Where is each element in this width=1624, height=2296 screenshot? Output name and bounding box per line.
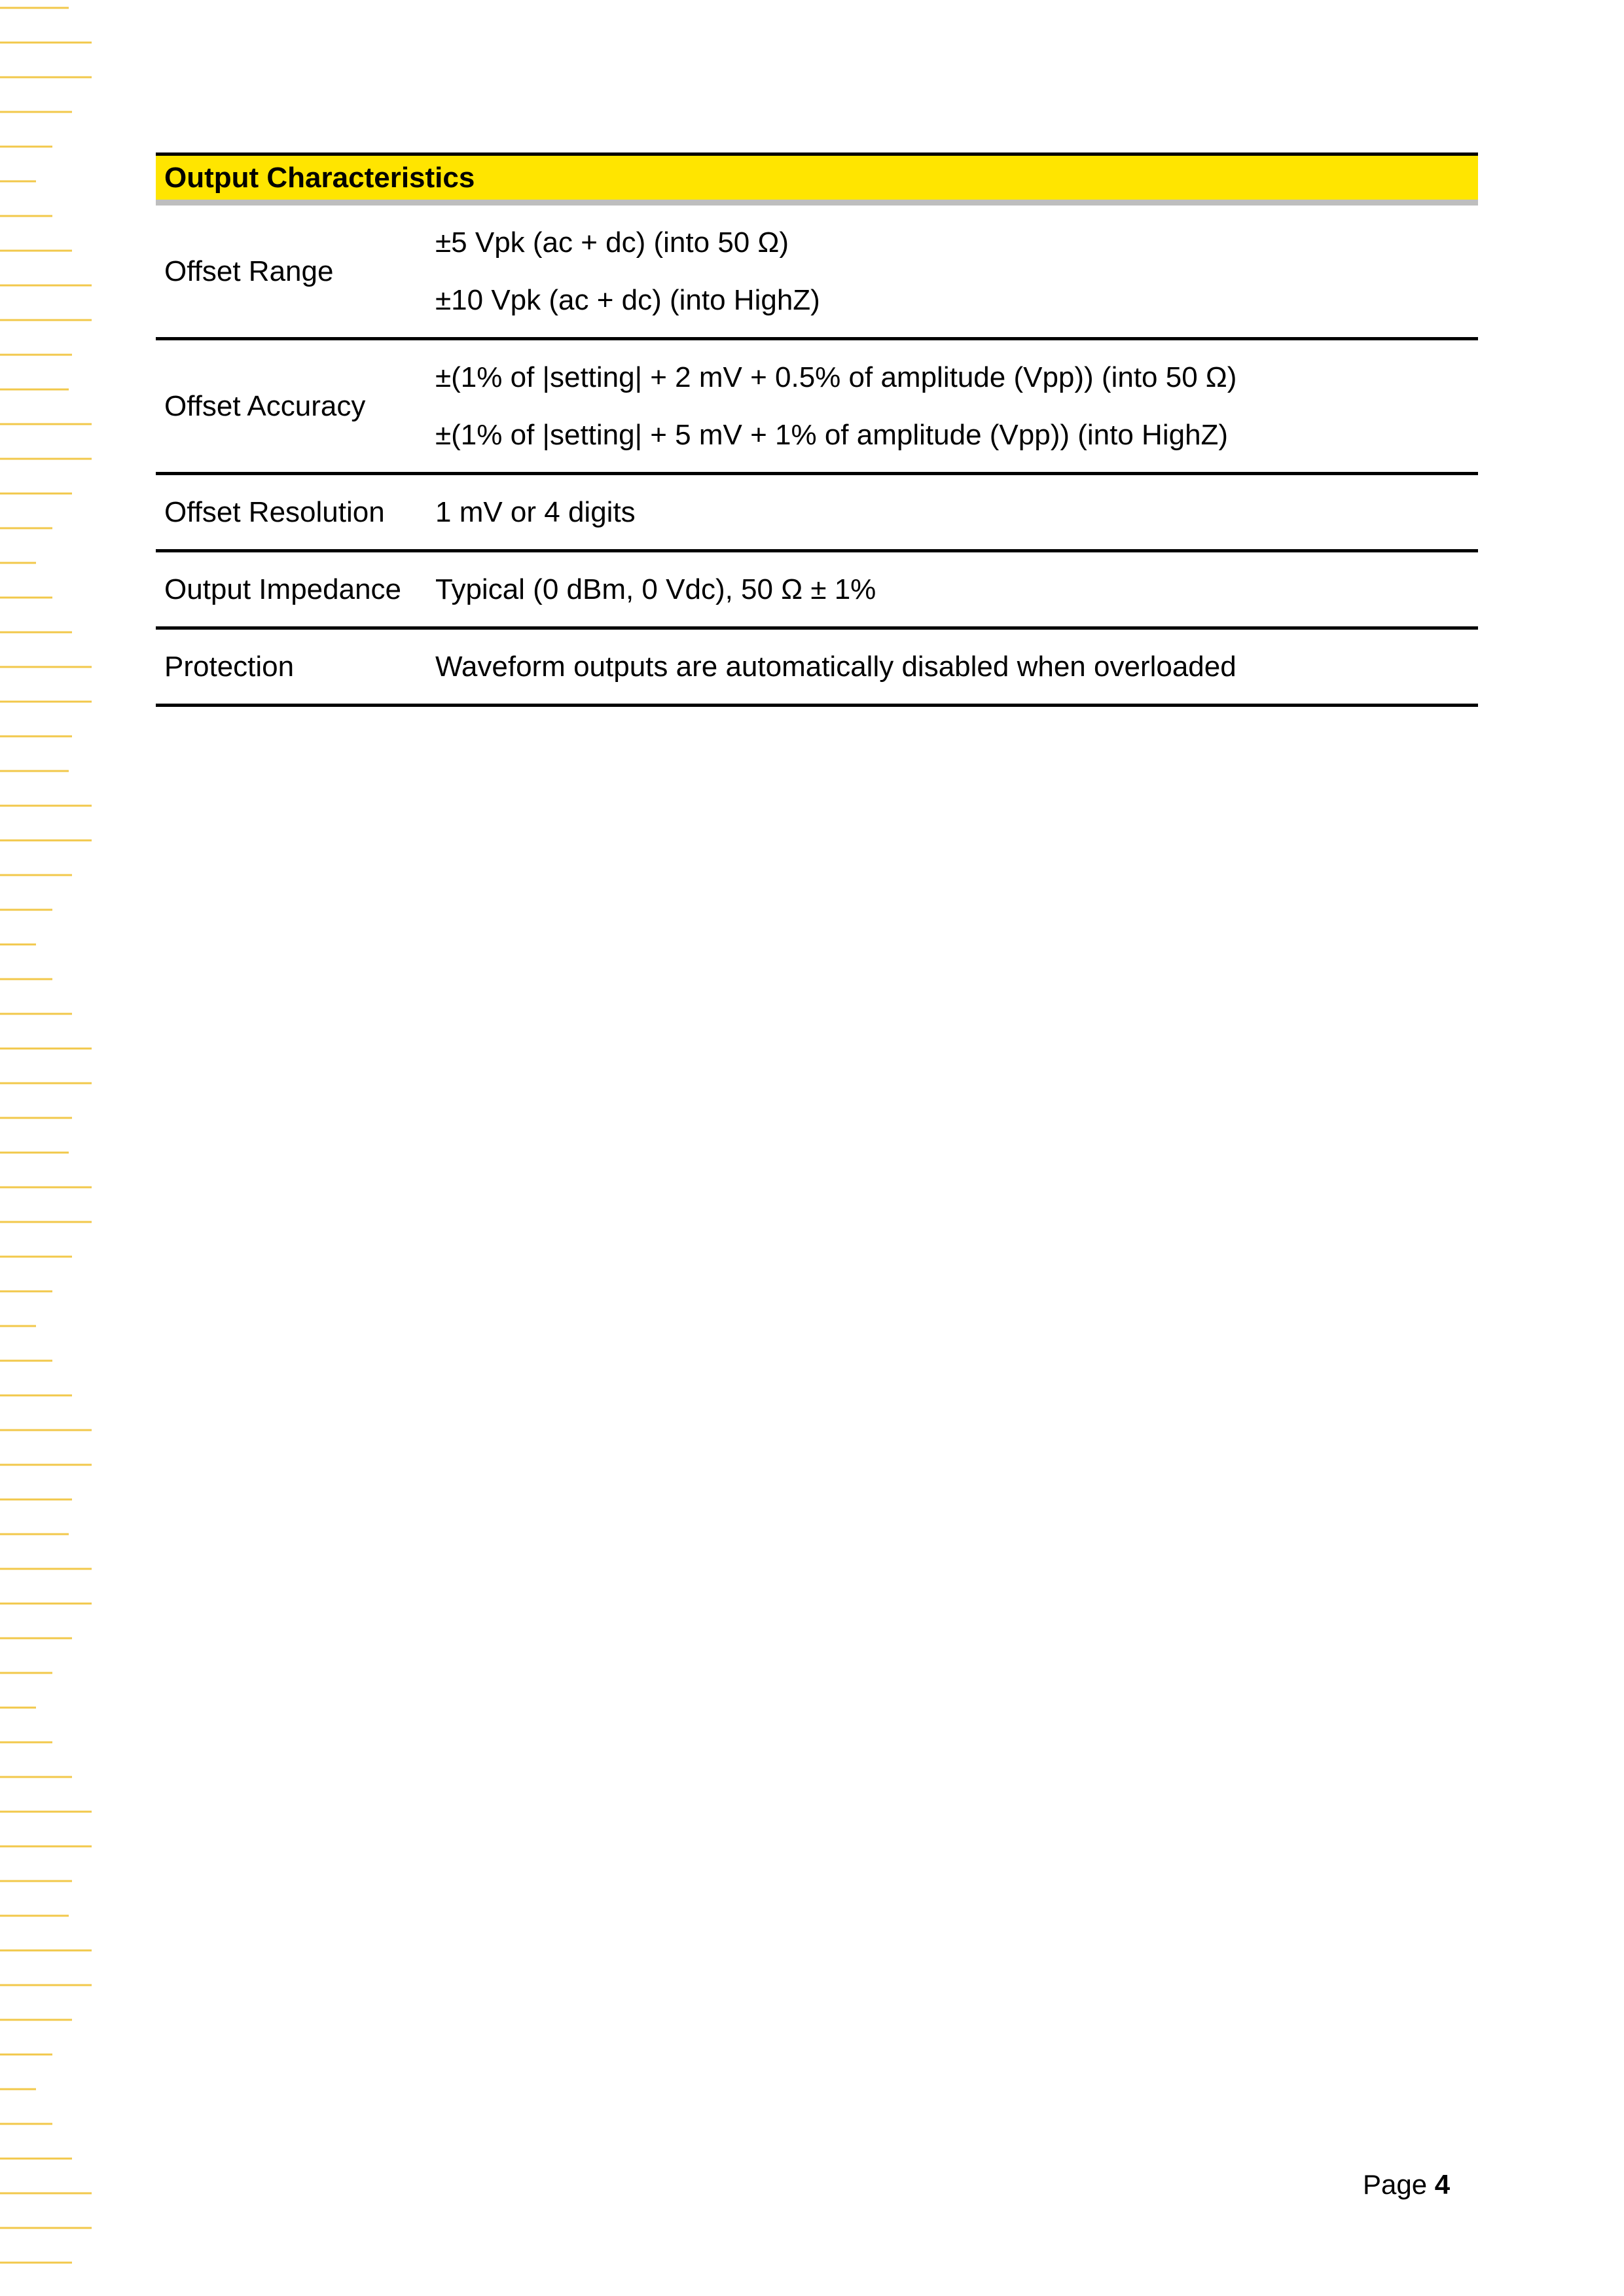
section-title: Output Characteristics (164, 161, 475, 194)
table-row-offset-resolution (156, 475, 1478, 552)
table-row-offset-range (156, 206, 1478, 340)
row-value-line: Typical (0 dBm, 0 Vdc), 50 Ω ± 1% (435, 573, 876, 605)
page-number (1363, 2169, 1450, 2200)
row-value-line: ±5 Vpk (ac + dc) (into 50 Ω) (435, 226, 789, 259)
margin-tick-decoration (0, 0, 98, 2296)
row-value (435, 630, 1478, 704)
row-value-line: ±10 Vpk (ac + dc) (into HighZ) (435, 283, 820, 316)
row-value (435, 552, 1478, 626)
section-header (156, 152, 1478, 206)
row-value-line: 1 mV or 4 digits (435, 495, 636, 528)
row-label: Offset Range (164, 255, 334, 287)
row-value (435, 206, 1478, 337)
table-row-output-impedance (156, 552, 1478, 630)
row-value-line: Waveform outputs are automatically disabled when overloaded (435, 650, 1236, 683)
row-label: Protection (164, 650, 295, 683)
row-value (435, 340, 1478, 472)
page-label: Page (1363, 2169, 1428, 2200)
specifications-table (156, 152, 1478, 707)
table-row-offset-accuracy (156, 340, 1478, 475)
row-label: Offset Accuracy (164, 389, 366, 422)
row-label: Offset Resolution (164, 495, 385, 528)
row-value-line: ±(1% of |setting| + 2 mV + 0.5% of amplitude (Vpp)) (into 50 Ω) (435, 361, 1237, 393)
row-value (435, 475, 1478, 549)
row-value-line: ±(1% of |setting| + 5 mV + 1% of amplitude (Vpp)) (into HighZ) (435, 418, 1229, 451)
row-label: Output Impedance (164, 573, 402, 605)
page-number-value: 4 (1434, 2169, 1451, 2200)
table-row-protection (156, 630, 1478, 707)
